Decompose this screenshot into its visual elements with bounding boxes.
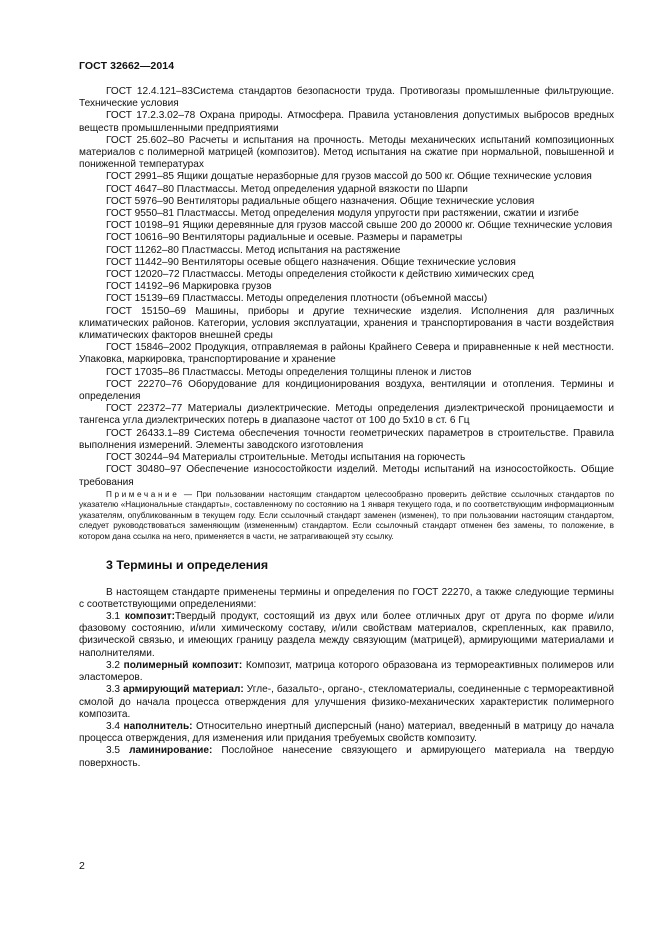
note-text: — При пользовании настоящим стандартом целесообразно проверить действие ссылочных стандартов по указателю «Национальные стандарты», составленному по состоянию на 1 января текущего года, и по соответствующим информационным указателям, опубликованным в текущем году. Если ссылочный стандарт заменен (изменен), то при пользовании настоящим стандартом, следует руководствоваться заменяющим (измененным) стандартом. Если ссылочный стандарт отменен без замены, то положение, в котором дана ссылка на него, применяется в части, не затрагивающей эту ссылку.	[79, 489, 614, 542]
reference-item: ГОСТ 25.602–80 Расчеты и испытания на прочность. Методы механических испытаний композиционных материалов с полимерной матрицей (композитов). Метод испытания на сжатие при нормальной, повышенной и пониженной температурах	[79, 134, 614, 171]
definition-text: Послойное нанесение связующего и армирующего материала на твердую поверхность.	[79, 745, 614, 769]
definition-number: 3.3	[106, 684, 124, 696]
definition-item	[79, 684, 614, 721]
reference-item: ГОСТ 12020–72 Пластмассы. Методы определения стойкости к действию химических сред	[106, 269, 534, 281]
definition-number: 3.2	[106, 659, 124, 671]
reference-item: ГОСТ 30244–94 Материалы строительные. Методы испытания на горючесть	[106, 452, 466, 464]
definition-term: наполнитель:	[123, 720, 193, 732]
definition-number: 3.5	[106, 745, 130, 757]
reference-item: ГОСТ 15150–69 Машины, приборы и другие технические изделия. Исполнения для различных климатических районов. Категории, условия эксплуатации, хранения и транспортирования в части воздействия климатических факторов внешней среды	[79, 305, 614, 342]
definition-text: Твердый продукт, состоящий из двух или более отличных друг от друга по форме и/или фазовому состоянию, и/или химическому составу, и/или свойствам материалов, скрепленных, как правило, физической связью, и имеющих границу раздела между связующим (матрицей), армирующими материалами и наполнителями.	[79, 611, 614, 659]
document-header: ГОСТ 32662—2014	[79, 60, 175, 72]
reference-item: ГОСТ 10198–91 Ящики деревянные для грузов массой свыше 200 до 20000 кг. Общие технические условия	[106, 220, 613, 232]
reference-item: ГОСТ 22270–76 Оборудование для кондиционирования воздуха, вентиляции и отопления. Термины и определения	[79, 378, 614, 403]
reference-item: ГОСТ 26433.1–89 Система обеспечения точности геометрических параметров в строительстве. Правила выполнения измерений. Элементы заводского изготовления	[79, 427, 614, 451]
normative-references-list	[79, 86, 614, 489]
reference-item: ГОСТ 22372–77 Материалы диэлектрические. Методы определения диэлектрической проницаемости и тангенса угла диэлектрических потерь в диапазоне частот от 100 до 5x10 в ст. 6 Гц	[79, 403, 614, 427]
definition-term: ламинирование:	[129, 745, 213, 757]
definition-number: 3.1	[106, 611, 125, 623]
page-number: 2	[79, 860, 85, 872]
reference-item: ГОСТ 12.4.121–83Система стандартов безопасности труда. Противогазы промышленные фильтрующие. Технические условия	[79, 86, 614, 110]
definition-term: композит:	[124, 611, 175, 623]
definition-term: полимерный композит:	[123, 659, 243, 671]
definition-text: Композит, матрица которого образована из термореактивных полимеров или эластомеров.	[79, 659, 614, 684]
definition-item	[79, 660, 614, 684]
section-title: 3 Термины и определения	[106, 557, 269, 572]
reference-item: ГОСТ 17.2.3.02–78 Охрана природы. Атмосфера. Правила установления допустимых выбросов вредных веществ промышленными предприятиями	[79, 110, 614, 134]
page-content	[79, 86, 614, 770]
definition-number: 3.4	[106, 720, 124, 732]
reference-item: ГОСТ 30480–97 Обеспечение износостойкости изделий. Методы испытаний на износостойкость. Общие требования	[79, 464, 614, 488]
definition-item	[79, 745, 614, 769]
reference-item: ГОСТ 17035–86 Пластмассы. Методы определения толщины пленок и листов	[106, 366, 472, 378]
references-note	[79, 490, 614, 543]
definition-term: армирующий материал:	[123, 684, 244, 696]
reference-item: ГОСТ 4647–80 Пластмассы. Метод определения ударной вязкости по Шарпи	[106, 183, 468, 195]
definition-item	[79, 611, 614, 660]
note-label: Примечание	[106, 489, 180, 499]
reference-item: ГОСТ 11442–90 Вентиляторы осевые общего назначения. Общие технические условия	[106, 256, 516, 268]
reference-item: ГОСТ 11262–80 Пластмассы. Метод испытания на растяжение	[106, 244, 401, 256]
reference-item: ГОСТ 9550–81 Пластмассы. Метод определения модуля упругости при растяжении, сжатии и изгибе	[106, 208, 579, 220]
definition-text: Угле-, базальто-, органо-, стекломатериалы, соединенные с термореактивной смолой до начала процесса отверждения для улучшения физико-механических характеристик полимерного композита.	[79, 684, 615, 720]
reference-item: ГОСТ 15139–69 Пластмассы. Методы определения плотности (объемной массы)	[106, 293, 488, 305]
reference-item: ГОСТ 10616–90 Вентиляторы радиальные и осевые. Размеры и параметры	[106, 232, 463, 244]
section-intro: В настоящем стандарте применены термины и определения по ГОСТ 22270, а также следующие термины с соответствующими определениями:	[79, 586, 614, 610]
reference-item: ГОСТ 15846–2002 Продукция, отправляемая в районы Крайнего Севера и приравненные к ней местности. Упаковка, маркировка, транспортирование и хранение	[79, 342, 614, 366]
reference-item: ГОСТ 2991–85 Ящики дощатые неразборные для грузов массой до 500 кг. Общие технические условия	[106, 171, 592, 183]
definition-item	[79, 721, 614, 745]
reference-item: ГОСТ 14192–96 Маркировка грузов	[106, 281, 272, 293]
definition-text: Относительно инертный дисперсный (нано) материал, введенный в матрицу до начала процесса отверждения, для изменения или придания требуемых свойств композиту.	[79, 720, 614, 745]
reference-item: ГОСТ 5976–90 Вентиляторы радиальные общего назначения. Общие технические условия	[106, 195, 535, 207]
